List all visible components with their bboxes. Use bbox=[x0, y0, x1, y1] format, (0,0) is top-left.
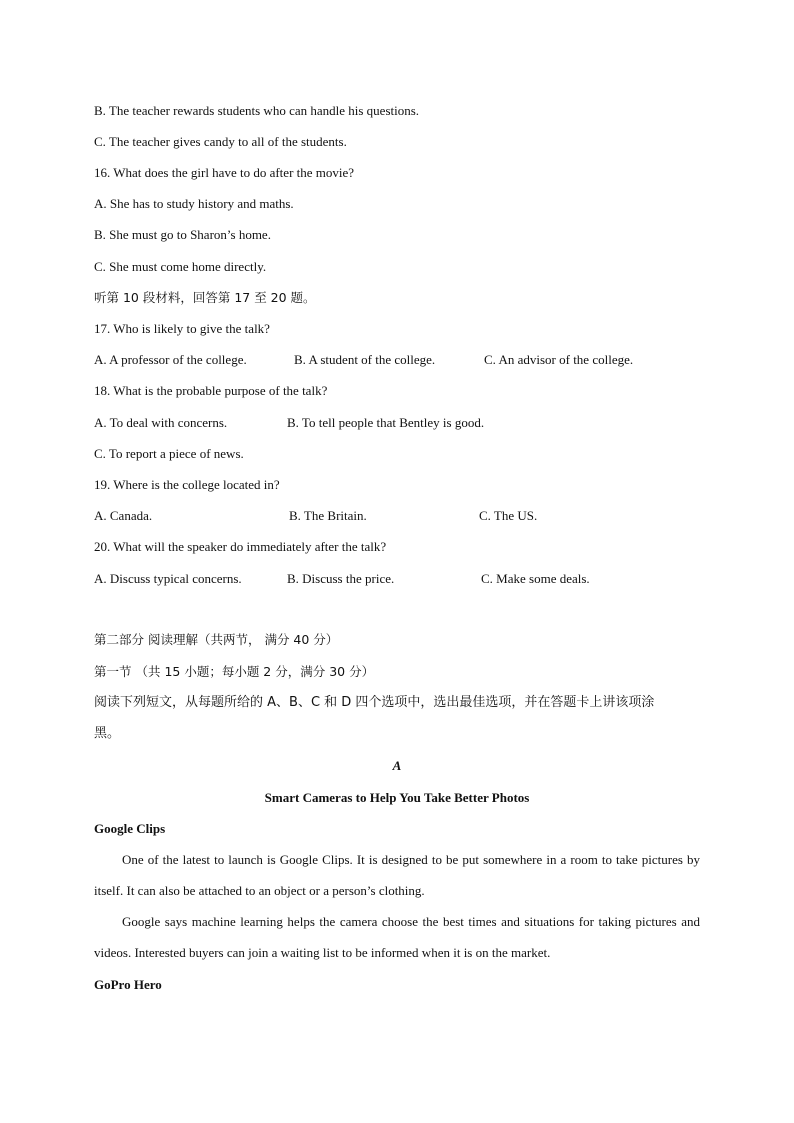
q20-option-c: C. Make some deals. bbox=[481, 571, 590, 586]
q20-question: 20. What will the speaker do immediately after the talk? bbox=[94, 539, 387, 554]
heading-gopro-hero: GoPro Hero bbox=[94, 977, 162, 992]
passage-letter: A bbox=[392, 758, 402, 773]
paragraph-text: Google says machine learning helps the camera choose the best times and situations for taking pictures and videos. Interested buyers can join a waiting list to be informed when it is on the market. bbox=[94, 914, 700, 960]
reading-instruction-line2: 黑。 bbox=[94, 726, 121, 741]
q19-question: 19. Where is the college located in? bbox=[94, 477, 280, 492]
passage-title: Smart Cameras to Help You Take Better Photos bbox=[264, 790, 530, 805]
q19-option-c: C. The US. bbox=[479, 508, 538, 523]
q18-option-b: B. To tell people that Bentley is good. bbox=[287, 415, 485, 430]
paragraph-google-clips-1 bbox=[94, 844, 700, 906]
q17-option-c: C. An advisor of the college. bbox=[484, 352, 634, 367]
paragraph-text: One of the latest to launch is Google Clips. It is designed to be put somewhere in a room to take pictures by itself. It can also be attached to an object or a person’s clothing. bbox=[94, 852, 700, 898]
reading-part-title: 第二部分 阅读理解（共两节， 满分 40 分） bbox=[94, 632, 339, 647]
heading-google-clips: Google Clips bbox=[94, 821, 166, 836]
q18-option-a: A. To deal with concerns. bbox=[94, 415, 228, 430]
reading-section-title: 第一节 （共 15 小题；每小题 2 分，满分 30 分） bbox=[94, 664, 375, 679]
q15-option-c: C. The teacher gives candy to all of the students. bbox=[94, 134, 347, 149]
q16-question: 16. What does the girl have to do after the movie? bbox=[94, 165, 355, 180]
q16-option-c: C. She must come home directly. bbox=[94, 259, 267, 274]
q16-option-b: B. She must go to Sharon’s home. bbox=[94, 227, 271, 242]
q17-option-b: B. A student of the college. bbox=[294, 352, 436, 367]
q16-option-a: A. She has to study history and maths. bbox=[94, 196, 294, 211]
q20-option-a: A. Discuss typical concerns. bbox=[94, 571, 242, 586]
q19-option-a: A. Canada. bbox=[94, 508, 153, 523]
paragraph-google-clips-2 bbox=[94, 906, 700, 968]
q17-option-a: A. A professor of the college. bbox=[94, 352, 247, 367]
listening-section-instruction: 听第 10 段材料，回答第 17 至 20 题。 bbox=[94, 290, 316, 305]
q18-question: 18. What is the probable purpose of the talk? bbox=[94, 383, 328, 398]
q18-option-c: C. To report a piece of news. bbox=[94, 446, 244, 461]
q19-option-b: B. The Britain. bbox=[289, 508, 367, 523]
q17-question: 17. Who is likely to give the talk? bbox=[94, 321, 270, 336]
reading-instruction-line1: 阅读下列短文，从每题所给的 A、B、C 和 D 四个选项中，选出最佳选项，并在答题卡上讲该项涂 bbox=[94, 695, 655, 710]
q15-option-b: B. The teacher rewards students who can handle his questions. bbox=[94, 103, 420, 118]
q20-option-b: B. Discuss the price. bbox=[287, 571, 395, 586]
